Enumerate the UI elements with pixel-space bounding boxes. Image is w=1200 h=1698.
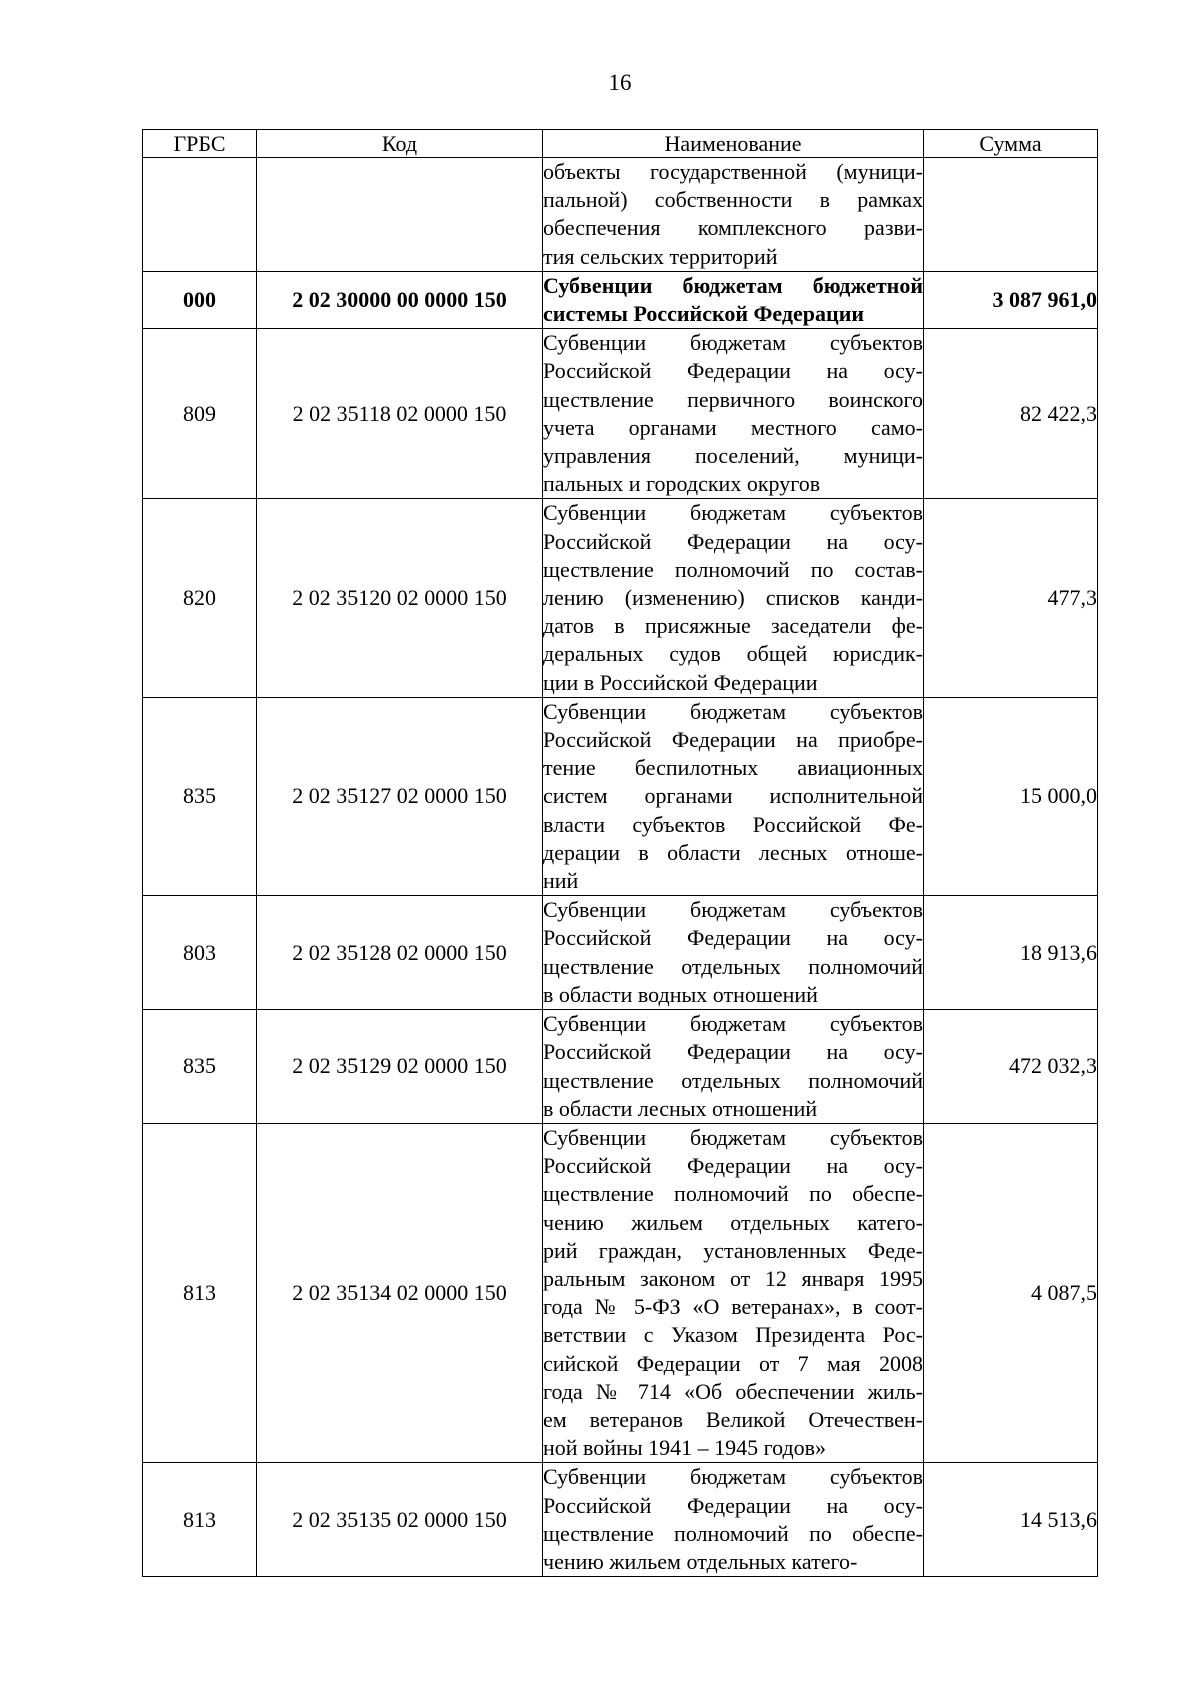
name-line: учета органами местного само- [543,414,923,440]
table-body [143,158,1098,1577]
code-cell: 2 02 35135 02 0000 150 [257,1463,543,1577]
grbs-cell: 813 [143,1463,257,1577]
name-cell [543,1010,924,1124]
name-line: Российской Федерации на приобре- [543,727,923,753]
name-line: ной войны 1941 – 1945 годов» [543,1435,827,1461]
name-line: дерации в области лесных отноше- [543,839,923,865]
name-line: Субвенции бюджетам субъектов [543,1464,923,1490]
budget-table [142,129,1098,1577]
name-line: ществление отдельных полномочий [543,1067,923,1093]
grbs-cell: 809 [143,329,257,499]
table-row [143,896,1098,1010]
name-line: сийской Федерации от 7 мая 2008 [543,1350,923,1376]
name-line: ществление первичного воинского [543,386,923,412]
name-line: систем органами исполнительной [543,783,923,809]
name-cell [543,158,924,272]
sum-cell: 472 032,3 [924,1010,1098,1124]
table-row [143,158,1098,272]
name-line: Субвенции бюджетам субъектов [543,1011,923,1037]
name-line: датов в присяжные заседатели фе- [543,613,923,639]
name-cell [543,896,924,1010]
sum-cell: 15 000,0 [924,697,1098,895]
sum-cell: 477,3 [924,499,1098,697]
name-line: тия сельских территорий [543,243,778,269]
grbs-cell: 835 [143,697,257,895]
name-line: Субвенции бюджетам субъектов [543,500,923,526]
name-line: чению жильем отдельных катего- [543,1548,858,1574]
name-line: Российской Федерации на осу- [543,358,923,384]
name-line: года № 714 «Об обеспечении жиль- [543,1378,923,1404]
name-line: объекты государственной (муници- [543,159,923,184]
name-line: управления поселений, муници- [543,443,923,469]
name-line: тение беспилотных авиационных [543,755,923,781]
name-line: системы Российской Федерации [543,301,865,327]
page-number: 16 [608,70,632,95]
name-line: лению (изменению) списков канди- [543,585,923,611]
table-row [143,1463,1098,1577]
name-line: Субвенции бюджетам субъектов [543,1124,923,1150]
name-line: ции в Российской Федерации [543,669,818,695]
name-line: в области лесных отношений [543,1095,818,1121]
code-cell: 2 02 35118 02 0000 150 [257,329,543,499]
grbs-cell [143,158,257,272]
sum-cell: 18 913,6 [924,896,1098,1010]
name-line: Российской Федерации на осу- [543,1153,923,1179]
name-line: рий граждан, установленных Феде- [543,1237,923,1263]
grbs-cell: 835 [143,1010,257,1124]
name-line: в области водных отношений [543,981,818,1007]
code-cell [257,158,543,272]
name-line: пальной) собственности в рамках [543,187,923,213]
name-line: Субвенции бюджетам субъектов [543,698,923,724]
sum-cell [924,158,1098,272]
header-grbs: ГРБС [143,130,257,158]
table-row [143,697,1098,895]
sum-cell: 14 513,6 [924,1463,1098,1577]
grbs-cell: 000 [143,271,257,328]
grbs-cell: 803 [143,896,257,1010]
grbs-cell: 820 [143,499,257,697]
name-line: Субвенции бюджетам бюджетной [543,272,923,298]
header-sum: Сумма [924,130,1098,158]
table-row [143,499,1098,697]
name-line: ществление полномочий по обеспе- [543,1181,923,1207]
code-cell: 2 02 35128 02 0000 150 [257,896,543,1010]
name-line: власти субъектов Российской Фе- [543,811,923,837]
name-line: Субвенции бюджетам субъектов [543,330,923,356]
name-line: Российской Федерации на осу- [543,1492,923,1518]
table-row [143,1010,1098,1124]
sum-cell: 4 087,5 [924,1123,1098,1462]
code-cell: 2 02 30000 00 0000 150 [257,271,543,328]
name-cell [543,499,924,697]
name-line: Российской Федерации на осу- [543,925,923,951]
name-line: деральных судов общей юрисдик- [543,641,923,667]
name-line: ем ветеранов Великой Отечествен- [543,1406,923,1432]
table-row [143,1123,1098,1462]
name-cell [543,329,924,499]
code-cell: 2 02 35129 02 0000 150 [257,1010,543,1124]
table-header-row [143,130,1098,158]
code-cell: 2 02 35134 02 0000 150 [257,1123,543,1462]
name-line: Субвенции бюджетам субъектов [543,897,923,923]
name-line: обеспечения комплексного разви- [543,215,923,241]
grbs-cell: 813 [143,1123,257,1462]
name-line: ний [543,868,579,894]
name-line: ществление полномочий по состав- [543,556,923,582]
header-code: Код [257,130,543,158]
name-line: ществление отдельных полномочий [543,953,923,979]
table-row [143,329,1098,499]
name-line: ветствии с Указом Президента Рос- [543,1322,923,1348]
name-line: Российской Федерации на осу- [543,1039,923,1065]
name-cell [543,1463,924,1577]
name-line: чению жильем отдельных катего- [543,1209,923,1235]
table-row [143,271,1098,328]
name-cell [543,1123,924,1462]
header-name: Наименование [543,130,924,158]
sum-cell: 3 087 961,0 [924,271,1098,328]
code-cell: 2 02 35127 02 0000 150 [257,697,543,895]
name-line: пальных и городских округов [543,471,821,497]
name-cell [543,697,924,895]
name-line: ральным законом от 12 января 1995 [543,1265,923,1291]
sum-cell: 82 422,3 [924,329,1098,499]
code-cell: 2 02 35120 02 0000 150 [257,499,543,697]
name-line: Российской Федерации на осу- [543,528,923,554]
name-line: года № 5-ФЗ «О ветеранах», в соот- [543,1294,923,1320]
name-line: ществление полномочий по обеспе- [543,1520,923,1546]
name-cell [543,271,924,328]
